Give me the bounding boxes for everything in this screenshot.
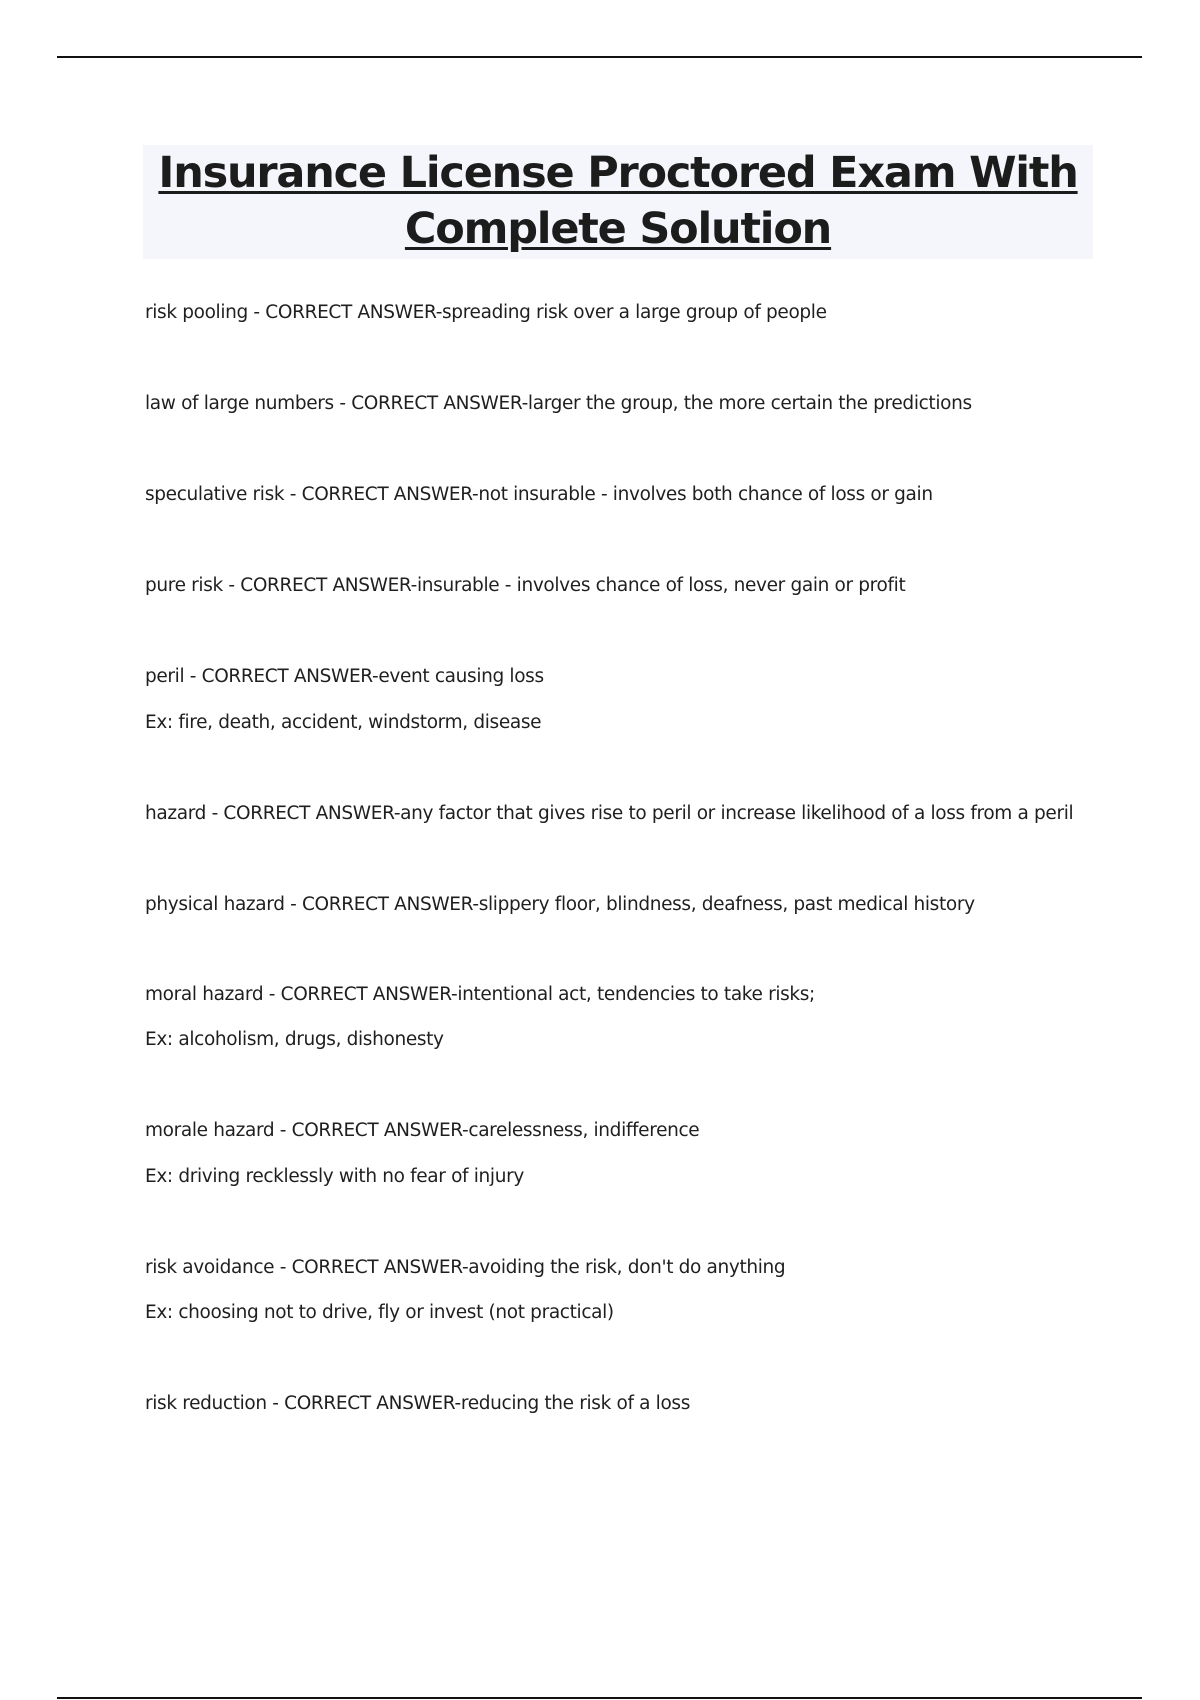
entry-moral-hazard-example: Ex: alcoholism, drugs, dishonesty (145, 1029, 444, 1050)
entry-moral-hazard: moral hazard - CORRECT ANSWER-intentional act, tendencies to take risks; (145, 984, 815, 1005)
entry-law-of-large-numbers: law of large numbers - CORRECT ANSWER-larger the group, the more certain the predictions (145, 393, 972, 414)
entry-peril: peril - CORRECT ANSWER-event causing loss (145, 666, 544, 687)
page-title-line-2: Complete Solution (404, 204, 832, 254)
entry-risk-avoidance-example: Ex: choosing not to drive, fly or invest (not practical) (145, 1302, 614, 1323)
entry-risk-pooling: risk pooling - CORRECT ANSWER-spreading risk over a large group of people (145, 302, 827, 323)
entry-speculative-risk: speculative risk - CORRECT ANSWER-not insurable - involves both chance of loss or gain (145, 484, 933, 505)
bottom-rule (57, 1697, 1142, 1699)
entry-peril-example: Ex: fire, death, accident, windstorm, disease (145, 712, 542, 733)
entry-morale-hazard-example: Ex: driving recklessly with no fear of injury (145, 1166, 524, 1187)
entry-pure-risk: pure risk - CORRECT ANSWER-insurable - involves chance of loss, never gain or profit (145, 575, 906, 596)
top-rule (57, 56, 1142, 58)
entry-morale-hazard: morale hazard - CORRECT ANSWER-carelessness, indifference (145, 1120, 700, 1141)
entry-risk-avoidance: risk avoidance - CORRECT ANSWER-avoiding the risk, don't do anything (145, 1257, 786, 1278)
entry-risk-reduction: risk reduction - CORRECT ANSWER-reducing the risk of a loss (145, 1393, 690, 1414)
entry-hazard: hazard - CORRECT ANSWER-any factor that gives rise to peril or increase likelihood of a loss from a peril (145, 803, 1074, 824)
entry-physical-hazard: physical hazard - CORRECT ANSWER-slippery floor, blindness, deafness, past medical history (145, 894, 975, 915)
title-block (143, 145, 1093, 259)
page-title-line-1: Insurance License Proctored Exam With (158, 148, 1078, 198)
